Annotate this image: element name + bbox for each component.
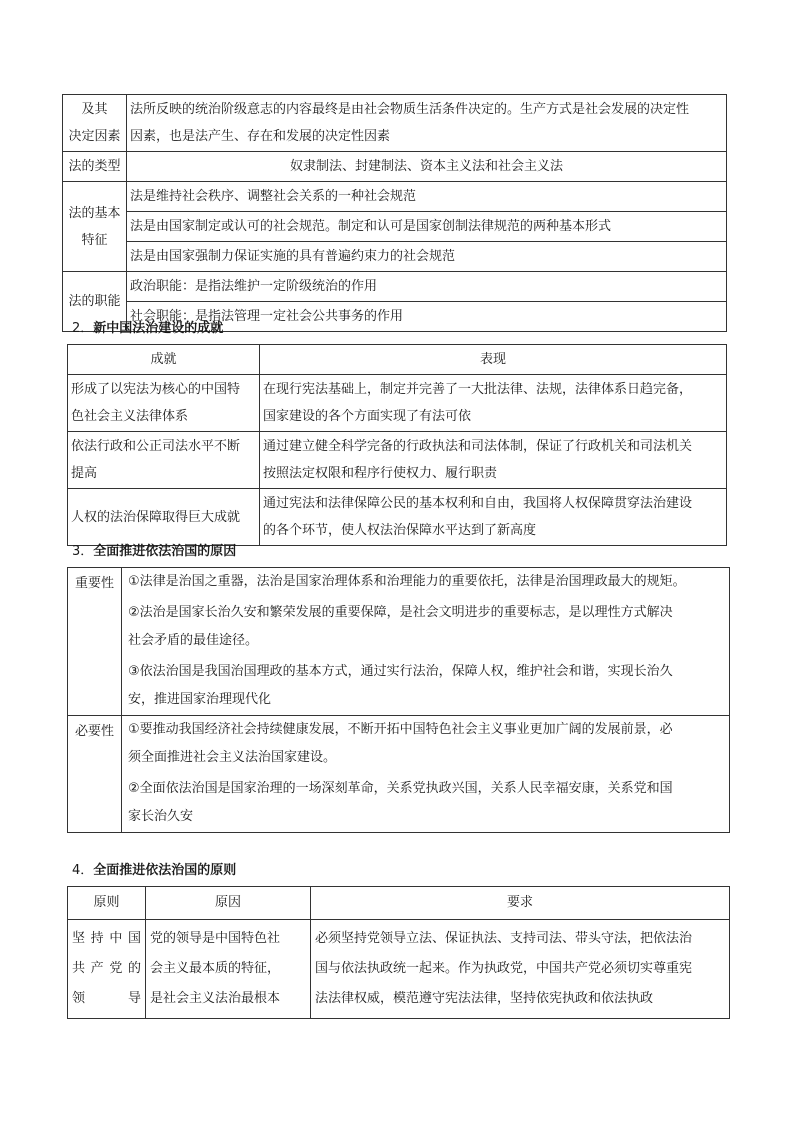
paragraph: ①法律是治国之重器，法治是国家治理体系和治理能力的重要依托，法律是治国理政最大的规矩。 <box>128 574 686 589</box>
importance-label: 重要性 <box>68 568 122 716</box>
paragraph: ②法治是国家长治久安和繁荣发展的重要保障，是社会文明进步的重要标志，是以理性方式解决 社会矛盾的最佳途径。 <box>128 605 673 648</box>
paragraph: ③依法治国是我国治国理政的基本方式，通过实行法治，保障人权，维护社会和谐，实现长治久 安，推进国家治理现代化 <box>128 664 673 707</box>
detail-cell: 在现行宪法基础上，制定并完善了一大批法律、法规，法律体系日趋完备， 国家建设的各个方面实现了有法可依 <box>260 375 727 432</box>
paragraph: ②全面依法治国是国家治理的一场深刻革命，关系党执政兴国，关系人民幸福安康，关系党和国 家长治久安 <box>128 781 673 824</box>
section-heading-3: 3．全面推进依法治国的原因 <box>72 544 237 559</box>
table-row <box>68 716 730 833</box>
requirement-cell: 必须坚持党领导立法、保证执法、支持司法、带头守法，把依法治 国与依法执政统一起来。作为执政党，中国共产党必须切实尊重宪 法法律权威，模范遵守宪法法律，坚持依宪执政和依法执政 <box>311 920 730 1019</box>
table-row <box>68 568 730 716</box>
table-row <box>68 489 727 546</box>
row-label-types: 法的类型 <box>63 152 127 182</box>
function-item: 政治职能：是指法维护一定阶级统治的作用 <box>127 272 727 302</box>
section-heading-4: 4．全面推进依法治国的原则 <box>72 863 237 878</box>
table-header-row <box>68 887 730 920</box>
row-text-types: 奴隶制法、封建制法、资本主义法和社会主义法 <box>127 152 727 182</box>
achievement-cell: 依法行政和公正司法水平不断 提高 <box>68 432 260 489</box>
feature-item: 法是维持社会秩序、调整社会关系的一种社会规范 <box>127 182 727 212</box>
necessity-label: 必要性 <box>68 716 122 833</box>
table-row <box>63 272 727 302</box>
reasons-table <box>67 567 730 833</box>
table-row <box>68 432 727 489</box>
table-row <box>63 212 727 242</box>
table-row <box>63 95 727 152</box>
row-label-functions: 法的职能 <box>63 272 127 332</box>
feature-item: 法是由国家强制力保证实施的具有普遍约束力的社会规范 <box>127 242 727 272</box>
table-row <box>63 242 727 272</box>
column-header: 要求 <box>311 887 730 920</box>
table-row <box>68 375 727 432</box>
row-label-basis: 及其 决定因素 <box>63 95 127 152</box>
paragraph: ①要推动我国经济社会持续健康发展，不断开拓中国特色社会主义事业更加广阔的发展前景，必 须全面推进社会主义法治国家建设。 <box>128 722 673 765</box>
detail-cell: 通过建立健全科学完备的行政执法和司法体制，保证了行政机关和司法机关 按照法定权限和程序行使权力、履行职责 <box>260 432 727 489</box>
column-header: 表现 <box>260 345 727 375</box>
table-row <box>63 152 727 182</box>
detail-cell: 通过宪法和法律保障公民的基本权利和自由，我国将人权保障贯穿法治建设 的各个环节，使人权法治保障水平达到了新高度 <box>260 489 727 546</box>
law-basics-table <box>62 94 727 332</box>
row-label-features: 法的基本 特征 <box>63 182 127 272</box>
column-header: 原则 <box>68 887 146 920</box>
feature-item: 法是由国家制定或认可的社会规范。制定和认可是国家创制法律规范的两种基本形式 <box>127 212 727 242</box>
importance-content <box>122 568 730 716</box>
principles-table <box>67 886 730 1019</box>
row-text-basis: 法所反映的统治阶级意志的内容最终是由社会物质生活条件决定的。生产方式是社会发展的决定性 因素，也是法产生、存在和发展的决定性因素 <box>127 95 727 152</box>
column-header: 原因 <box>146 887 311 920</box>
table-row <box>63 182 727 212</box>
table-row <box>68 920 730 1019</box>
necessity-content <box>122 716 730 833</box>
column-header: 成就 <box>68 345 260 375</box>
achievement-cell: 形成了以宪法为核心的中国特 色社会主义法律体系 <box>68 375 260 432</box>
function-item: 社会职能：是指法管理一定社会公共事务的作用 <box>127 302 727 332</box>
achievement-cell: 人权的法治保障取得巨大成就 <box>68 489 260 546</box>
section-heading-2: 2．新中国法治建设的成就 <box>72 321 224 336</box>
table-header-row <box>68 345 727 375</box>
principle-cell: 坚持中国 共产党的 领导 <box>68 920 146 1019</box>
achievements-table <box>67 344 727 546</box>
reason-cell: 党的领导是中国特色社 会主义最本质的特征， 是社会主义法治最根本 <box>146 920 311 1019</box>
